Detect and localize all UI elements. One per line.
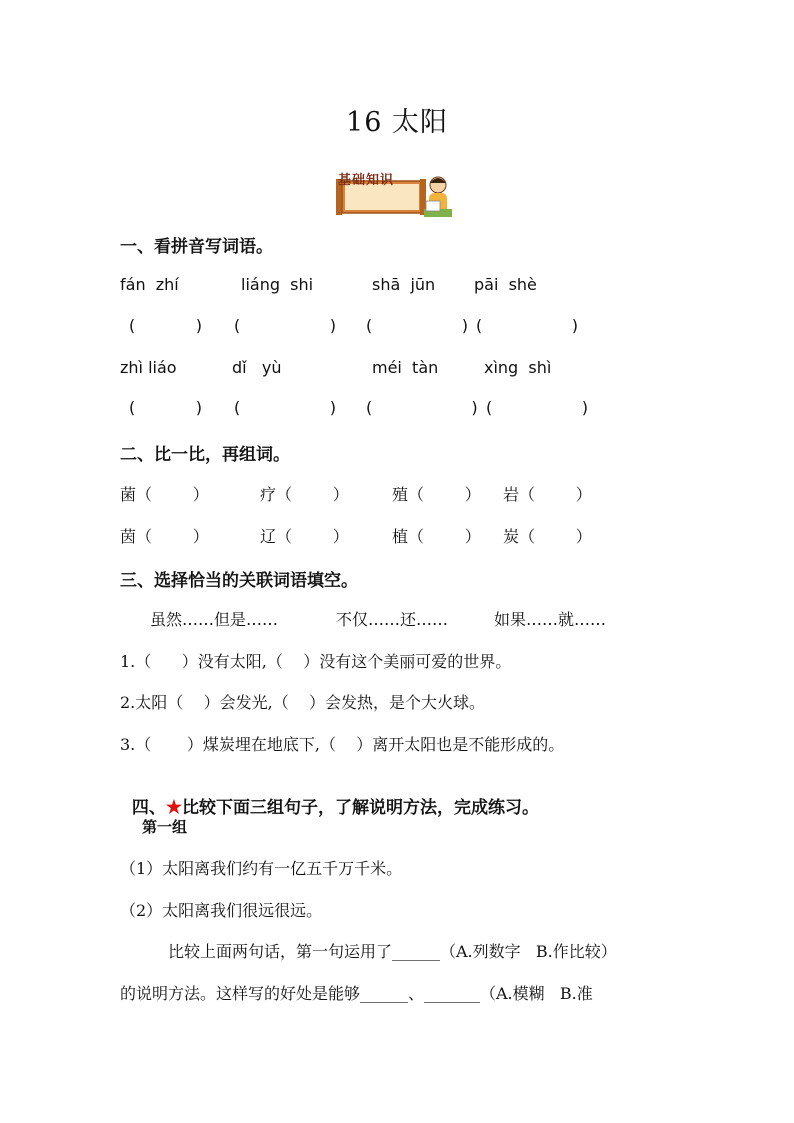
compare-1: 菌（ ） (120, 485, 209, 504)
blank-6[interactable]: ( ) (232, 398, 338, 417)
compare-6: 辽（ ） (260, 527, 349, 546)
paragraph-line-1: 比较上面两句话，第一句运用了______（A.列数字 B.作比较） (168, 942, 617, 961)
star-icon: ★ (165, 797, 182, 818)
section-2-heading: 二、比一比，再组词。 (120, 445, 290, 465)
section-4-title: 比较下面三组句子，了解说明方法，完成练习。 (181, 798, 539, 818)
pinyin-3: shā jūn (372, 275, 436, 294)
blank-2[interactable]: ( ) (232, 316, 338, 335)
compare-5: 茵（ ） (120, 527, 209, 546)
group-label: 第一组 (142, 818, 188, 836)
compare-3: 殖（ ） (392, 485, 481, 504)
section-3-heading: 三、选择恰当的关联词语填空。 (120, 571, 358, 591)
compare-7: 植（ ） (392, 527, 481, 546)
badge-label: 基础知识 (338, 173, 395, 188)
page-title: 16 太阳 (346, 107, 448, 138)
section-4-prefix: 四、 (131, 798, 166, 818)
blank-4[interactable]: ( ) (474, 316, 580, 335)
connector-option-2: 不仅……还…… (336, 610, 449, 629)
compare-8: 炭（ ） (503, 527, 592, 546)
blank-3[interactable]: ( ) (364, 316, 470, 335)
pinyin-5: zhì liáo (120, 358, 177, 377)
blank-1[interactable]: ( ) (127, 316, 205, 335)
fill-question-1: 1.（ ）没有太阳,（ ）没有这个美丽可爱的世界。 (120, 652, 512, 671)
blank-8[interactable]: ( ) (484, 398, 590, 417)
sentence-1: （1）太阳离我们约有一亿五千万千米。 (120, 859, 403, 878)
compare-4: 岩（ ） (503, 485, 592, 504)
fill-question-3: 3.（ ）煤炭埋在地底下,（ ）离开太阳也是不能形成的。 (120, 735, 565, 754)
section-4-heading (120, 773, 539, 818)
fill-question-2: 2.太阳（ ）会发光,（ ）会发热，是个大火球。 (120, 693, 486, 712)
blank-5[interactable]: ( ) (127, 398, 205, 417)
pinyin-4: pāi shè (474, 275, 537, 294)
sentence-2: （2）太阳离我们很远很远。 (120, 901, 323, 920)
paragraph-line-2: 的说明方法。这样写的好处是能够______、_______（A.模糊 B.准 (120, 984, 593, 1003)
connector-option-1: 虽然……但是…… (150, 610, 279, 629)
section-badge (324, 152, 444, 204)
connector-option-3: 如果……就…… (494, 610, 607, 629)
pinyin-1: fán zhí (120, 275, 179, 294)
pinyin-6: dǐ yù (232, 358, 282, 377)
blank-7[interactable]: ( ) (364, 398, 480, 417)
pinyin-7: méi tàn (372, 358, 439, 377)
pinyin-2: liáng shi (241, 275, 314, 294)
section-1-heading: 一、看拼音写词语。 (120, 237, 273, 257)
compare-2: 疗（ ） (260, 485, 349, 504)
pinyin-8: xìng shì (484, 358, 552, 377)
